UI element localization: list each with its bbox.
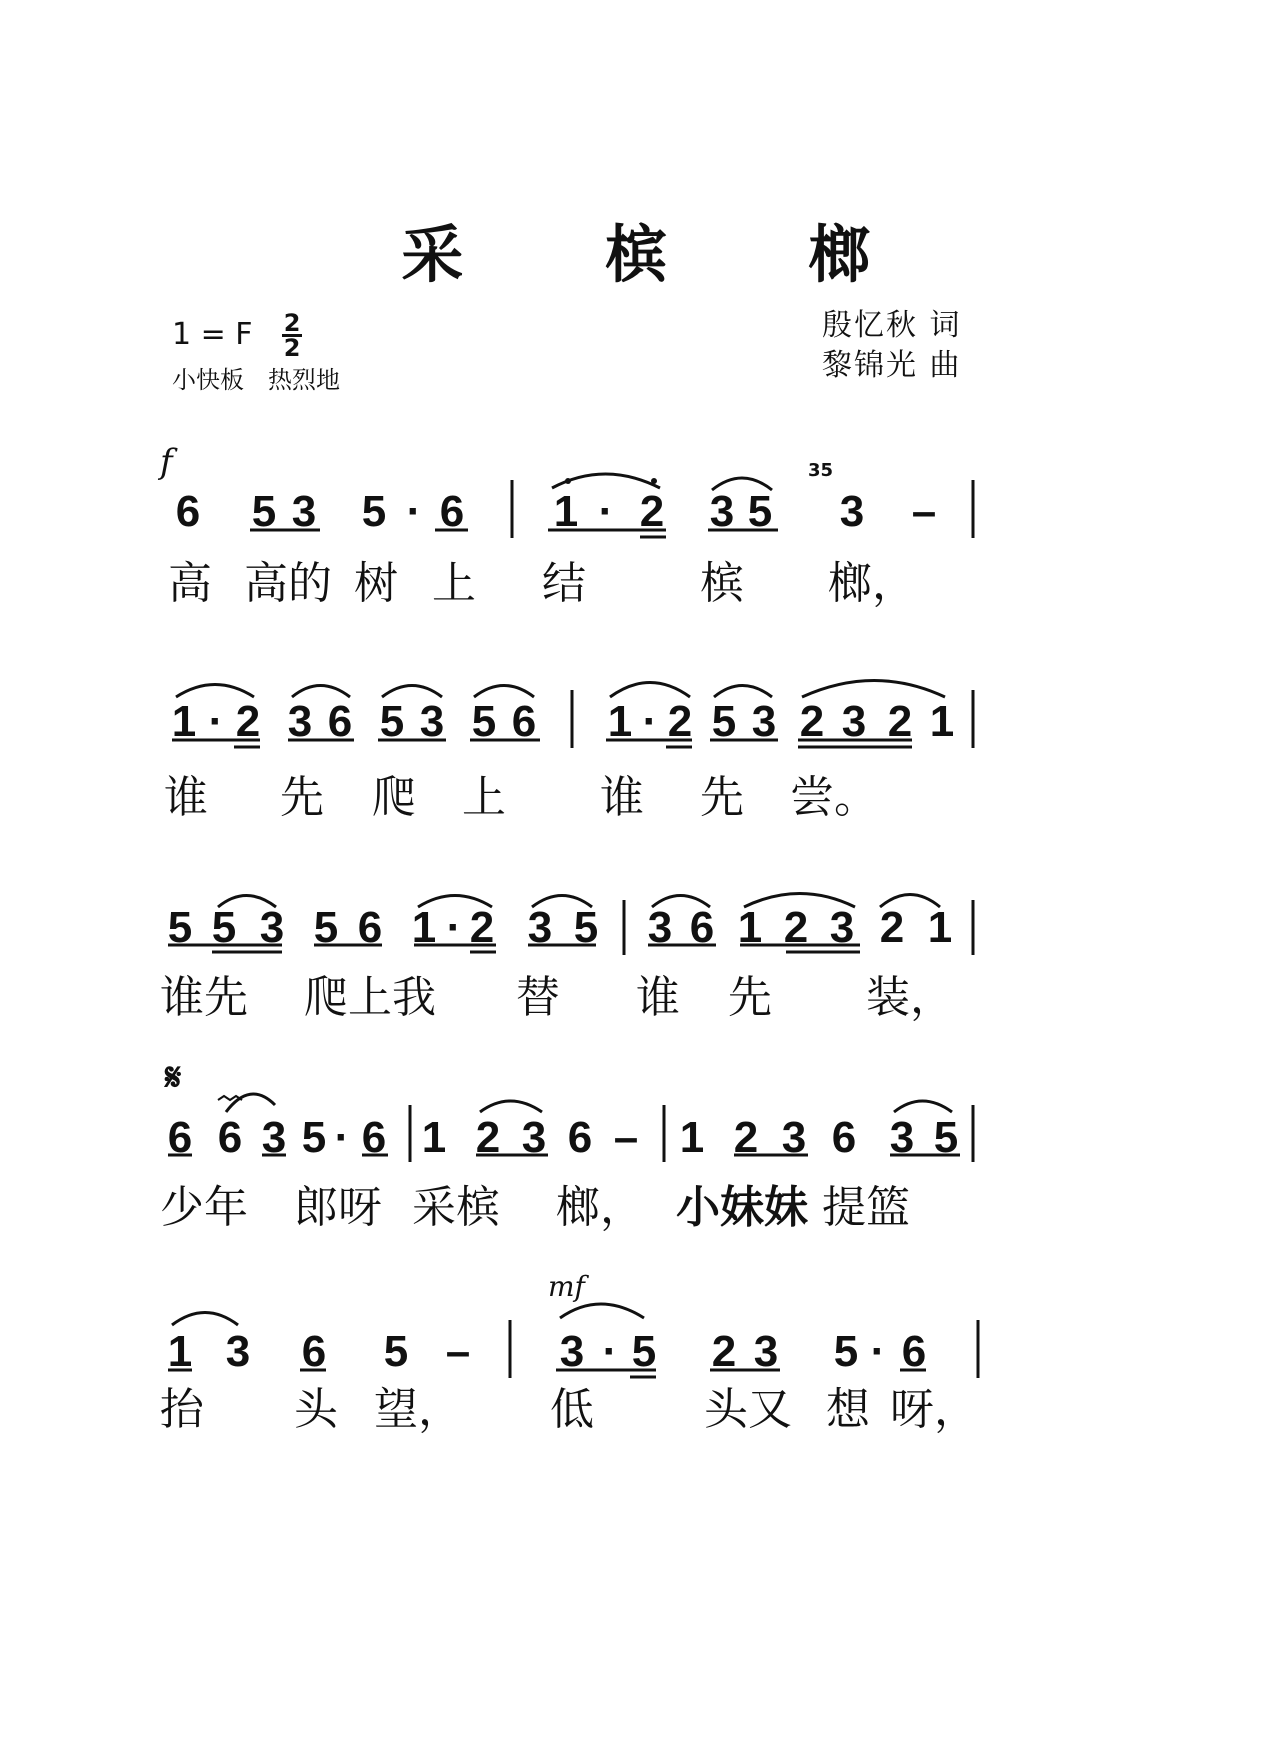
lyric: 结: [542, 558, 586, 609]
note: 3: [419, 697, 445, 746]
note: 1: [553, 487, 579, 536]
note: 2: [667, 697, 693, 746]
note: 1: [171, 697, 197, 746]
lyric: 谁: [164, 772, 208, 823]
note: 5: [251, 487, 277, 536]
tempo-marking: 小快板 热烈地: [172, 366, 340, 394]
note: 1: [929, 697, 955, 746]
lyric: 先: [728, 972, 772, 1023]
note: 5: [167, 903, 193, 952]
lyric: 上: [432, 558, 476, 609]
lyric: 先: [280, 772, 324, 823]
note: ·: [446, 903, 462, 952]
song-title: 采 槟 榔: [401, 218, 931, 291]
note: 3: [839, 487, 865, 536]
note: 5: [711, 697, 737, 746]
note: 3: [709, 487, 735, 536]
lyric: 榔，: [828, 558, 916, 609]
note: ·: [334, 1113, 350, 1162]
note: 1: [167, 1327, 193, 1376]
note: 6: [831, 1113, 857, 1162]
grace-notes: 35: [808, 460, 834, 481]
lyric: 替: [516, 972, 560, 1023]
note: 5: [833, 1327, 859, 1376]
lyric: 爬: [372, 772, 416, 823]
note: 6: [217, 1113, 243, 1162]
note: 5: [379, 697, 405, 746]
lyric: 望，: [374, 1384, 462, 1435]
note: 3: [829, 903, 855, 952]
note: 3: [841, 697, 867, 746]
lyric: 少年: [160, 1182, 248, 1233]
lyric: 装，: [866, 972, 954, 1023]
note: ·: [406, 487, 422, 536]
note: 6: [567, 1113, 593, 1162]
note: 3: [647, 903, 673, 952]
note: 6: [361, 1113, 387, 1162]
note: 3: [559, 1327, 585, 1376]
dynamic-forte: f: [160, 442, 173, 482]
lyric: 谁先: [160, 972, 248, 1023]
lyric: 榔，: [556, 1182, 644, 1233]
lyric: 头又: [704, 1384, 792, 1435]
note: 3: [781, 1113, 807, 1162]
note: 2: [783, 903, 809, 952]
note: 2: [235, 697, 261, 746]
lyric: 郎呀: [294, 1182, 382, 1233]
note: 3: [291, 487, 317, 536]
note: 2: [879, 903, 905, 952]
note: 5: [361, 487, 387, 536]
composer-credit: 黎锦光 曲: [822, 348, 962, 383]
lyric: 尝。: [790, 772, 878, 823]
dynamic-mezzo-forte: mf: [548, 1270, 585, 1303]
note: ·: [870, 1327, 886, 1376]
note: 1: [737, 903, 763, 952]
note: ·: [602, 1327, 618, 1376]
lyric: 谁: [600, 772, 644, 823]
note: –: [445, 1327, 471, 1376]
note: 1: [679, 1113, 705, 1162]
note: 2: [733, 1113, 759, 1162]
note: –: [613, 1113, 639, 1162]
segno-icon: 𝄋: [165, 1055, 182, 1099]
note: 6: [689, 903, 715, 952]
note: 5: [933, 1113, 959, 1162]
note: 3: [287, 697, 313, 746]
note: 6: [327, 697, 353, 746]
note: 5: [313, 903, 339, 952]
note: 3: [889, 1113, 915, 1162]
note: 1: [421, 1113, 447, 1162]
note: 3: [753, 1327, 779, 1376]
lyric: 槟: [700, 558, 744, 609]
lyric: 抬: [160, 1384, 204, 1435]
lyric: 上: [462, 772, 506, 823]
time-top: 2: [283, 309, 301, 337]
note: 5: [747, 487, 773, 536]
lyric: 想: [826, 1384, 870, 1435]
note: 6: [901, 1327, 927, 1376]
note: 5: [573, 903, 599, 952]
note: 3: [521, 1113, 547, 1162]
lyric: 头: [294, 1384, 338, 1435]
lyric: 谁: [636, 972, 680, 1023]
lyricist-credit: 殷忆秋 词: [822, 308, 962, 343]
note: 6: [357, 903, 383, 952]
key-label: 1 = F: [172, 317, 253, 352]
note: 5: [631, 1327, 657, 1376]
note: 6: [175, 487, 201, 536]
note: 1: [927, 903, 953, 952]
note: 6: [301, 1327, 327, 1376]
lyric-bold: 小妹妹: [676, 1182, 808, 1233]
note: –: [911, 487, 937, 536]
lyric: 高的: [244, 558, 332, 609]
note: ·: [208, 697, 224, 746]
note: 1: [411, 903, 437, 952]
note: 6: [439, 487, 465, 536]
note: 3: [751, 697, 777, 746]
note: 1: [607, 697, 633, 746]
lyric: 呀，: [890, 1384, 978, 1435]
lyric: 爬上我: [304, 972, 436, 1023]
lyric: 先: [700, 772, 744, 823]
note: 2: [639, 487, 665, 536]
note: 6: [167, 1113, 193, 1162]
note: 5: [471, 697, 497, 746]
note: 3: [261, 1113, 287, 1162]
note: 3: [225, 1327, 251, 1376]
lyric: 提篮: [822, 1182, 910, 1233]
lyric: 采槟: [412, 1182, 500, 1233]
time-bottom: 2: [283, 334, 301, 362]
note: 5: [383, 1327, 409, 1376]
note: 2: [711, 1327, 737, 1376]
note: 5: [211, 903, 237, 952]
note: 6: [511, 697, 537, 746]
note: 3: [259, 903, 285, 952]
note: 2: [887, 697, 913, 746]
note: ·: [642, 697, 658, 746]
note: 2: [469, 903, 495, 952]
note: 5: [301, 1113, 327, 1162]
note: 3: [527, 903, 553, 952]
note: 2: [475, 1113, 501, 1162]
lyric: 树: [354, 558, 398, 609]
lyric: 高: [168, 558, 212, 609]
lyric: 低: [550, 1384, 594, 1435]
note: 2: [799, 697, 825, 746]
note: ·: [598, 487, 614, 536]
